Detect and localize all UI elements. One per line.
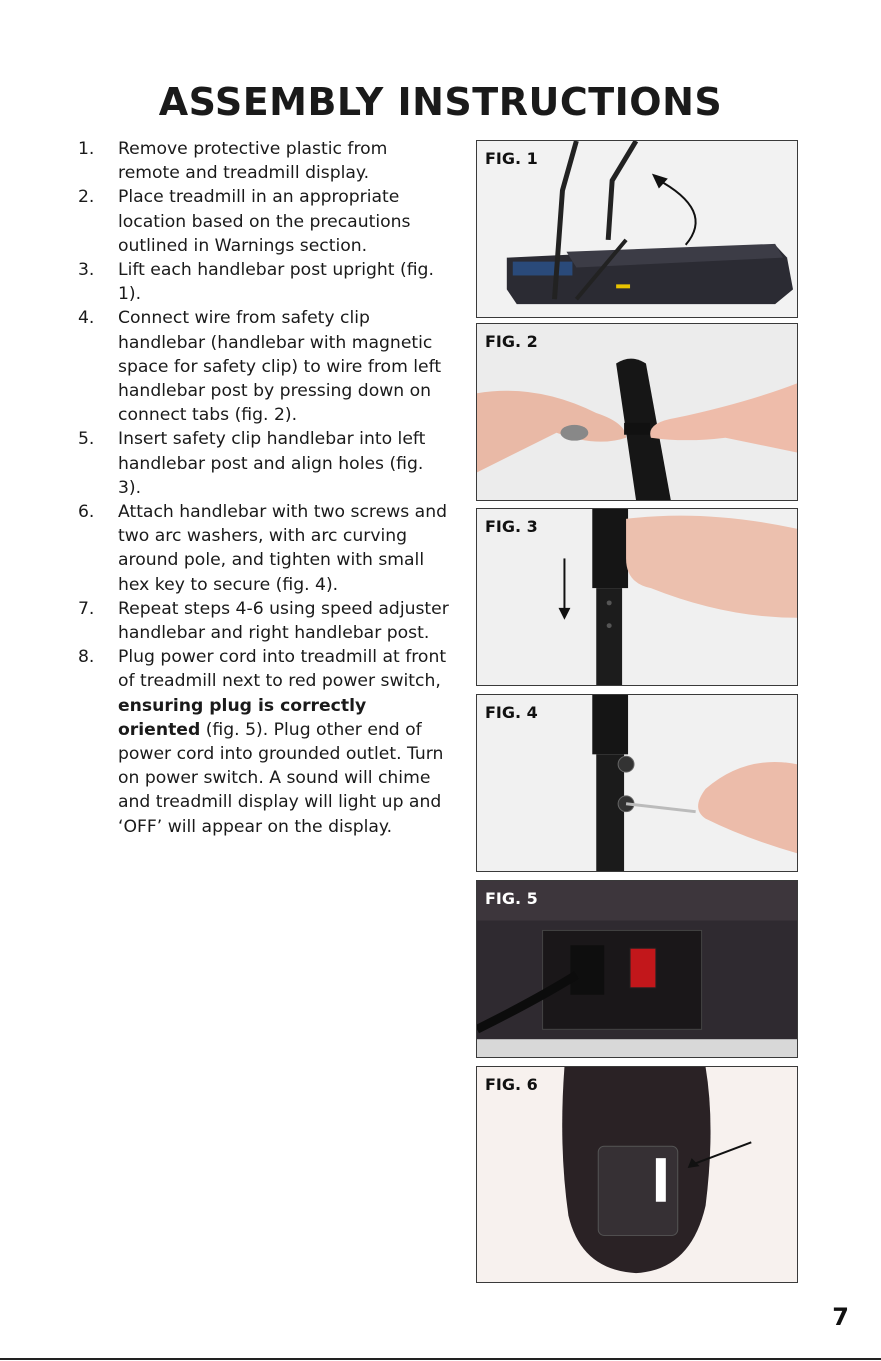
page-number: 7 — [832, 1303, 849, 1331]
step-text-emphasis: ensuring plug is correctly oriented — [118, 695, 367, 740]
step-text-after: (fig. 5). Plug other end of power cord into grounded outlet. Turn on power switch. A sound will chime and treadmill display will light up and ‘OFF’ will appear on the display. — [118, 719, 444, 837]
step-number: 7. — [78, 598, 95, 619]
step-number: 6. — [78, 502, 95, 523]
step-text: Lift each handlebar post upright (fig. 1). — [118, 260, 434, 305]
step-2 — [78, 185, 450, 258]
figure-2 — [476, 323, 798, 501]
step-number: 4. — [78, 308, 95, 329]
figure-label: FIG. 5 — [485, 889, 538, 908]
figure-1 — [476, 140, 798, 318]
step-text: Insert safety clip handlebar into left handlebar post and align holes (fig. 3). — [118, 429, 426, 498]
step-number: 5. — [78, 429, 95, 450]
figure-3 — [476, 508, 798, 686]
step-1 — [78, 137, 450, 185]
step-6 — [78, 500, 450, 597]
page-title: ASSEMBLY INSTRUCTIONS — [158, 80, 723, 124]
step-text: Attach handlebar with two screws and two arc washers, with arc curving around pole, and tighten with small hex key to secure (fig. 4). — [118, 502, 448, 595]
step-text: Place treadmill in an appropriate location based on the precautions outlined in Warnings section. — [118, 187, 411, 256]
step-5 — [78, 427, 450, 500]
step-text: Connect wire from safety clip handlebar (handlebar with magnetic space for safety clip) to wire from left handlebar post by pressing down on connect tabs (fig. 2). — [118, 308, 442, 426]
figure-label: FIG. 1 — [485, 149, 538, 168]
step-number: 2. — [78, 187, 95, 208]
figure-4 — [476, 694, 798, 872]
step-4 — [78, 306, 450, 427]
figure-5 — [476, 880, 798, 1058]
figure-label: FIG. 3 — [485, 517, 538, 536]
figure-label: FIG. 4 — [485, 703, 538, 722]
assembly-steps-list — [78, 137, 450, 839]
figure-label: FIG. 6 — [485, 1075, 538, 1094]
bottom-rule — [0, 1358, 881, 1360]
step-text-before: Plug power cord into treadmill at front of treadmill next to red power switch, — [118, 647, 447, 692]
step-8 — [78, 645, 450, 839]
figure-label: FIG. 2 — [485, 332, 538, 351]
step-number: 1. — [78, 139, 95, 159]
step-text: Remove protective plastic from remote and treadmill display. — [118, 139, 388, 184]
step-number: 8. — [78, 647, 95, 668]
step-number: 3. — [78, 260, 95, 281]
step-text: Repeat steps 4-6 using speed adjuster handlebar and right handlebar post. — [118, 598, 449, 644]
step-3 — [78, 258, 450, 306]
remote-back-photo — [477, 1067, 797, 1282]
figure-6 — [476, 1066, 798, 1283]
step-7 — [78, 597, 450, 645]
